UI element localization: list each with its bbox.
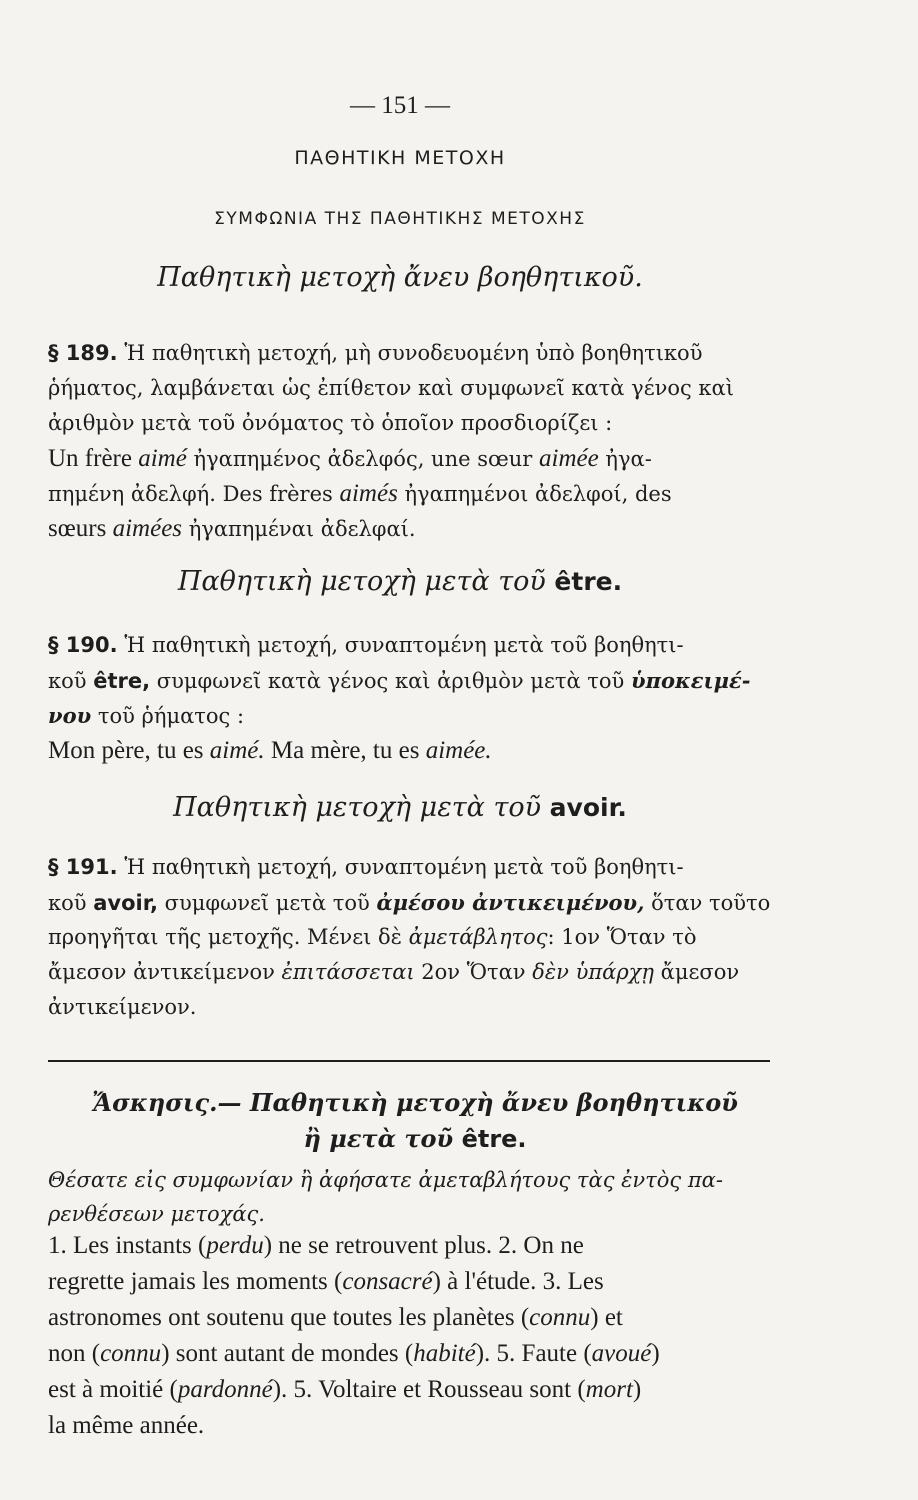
section-189-title: Παθητικὴ μετοχὴ ἄνευ βοηθητικοῦ.: [157, 262, 643, 293]
section-190-title: Παθητικὴ μετοχὴ μετὰ τοῦ être.: [177, 566, 623, 597]
section-191-title: Παθητικὴ μετοχὴ μετὰ τοῦ avoir.: [173, 792, 627, 823]
text-line: ἀριθμὸν μετὰ τοῦ ὀνόματος τὸ ὁποῖον προσδιορίζει :: [48, 411, 613, 435]
section-divider: [48, 1060, 770, 1062]
text-line: ἄμεσον ἀντικείμενον ἐπιτάσσεται 2ον Ὅταν δὲν ὑπάρχῃ ἄμεσον: [48, 960, 740, 984]
text-line: § 189. Ἡ παθητικὴ μετοχή, μὴ συνοδευομένη ὑπὸ βοηθητικοῦ: [48, 341, 703, 365]
text-line: § 190. Ἡ παθητικὴ μετοχή, συναπτομένη μετὰ τοῦ βοηθητι-: [48, 633, 684, 657]
example-line: Mon père, tu es aimé. Ma mère, tu es aimée.: [48, 737, 492, 764]
example-line: πημένη ἀδελφή. Des frères aimés ἠγαπημένοι ἀδελφοί, des: [48, 480, 672, 507]
text-line: ῥήματος, λαμβάνεται ὡς ἐπίθετον καὶ συμφωνεῖ κατὰ γένος καὶ: [48, 376, 734, 400]
exercise-line: est à moitié (pardonné). 5. Voltaire et Rousseau sont (mort): [48, 1376, 642, 1403]
exercise-line: regrette jamais les moments (consacré) à l'étude. 3. Les: [48, 1268, 604, 1295]
section-189-paragraph: [48, 336, 768, 546]
exercise-line: la même année.: [48, 1412, 205, 1439]
page-number: — 151 —: [350, 92, 450, 119]
paragraph-number: § 191.: [48, 855, 118, 879]
text-line: § 191. Ἡ παθητικὴ μετοχή, συναπτομένη μετὰ τοῦ βοηθητι-: [48, 855, 684, 879]
section-190-paragraph: [48, 628, 768, 768]
text-line: ἀντικείμενον.: [48, 995, 197, 1019]
paragraph-number: § 190.: [48, 633, 118, 657]
text-line: κοῦ être, συμφωνεῖ κατὰ γένος καὶ ἀριθμὸν μετὰ τοῦ ὑποκειμέ-: [48, 668, 751, 693]
text-line: προηγῆται τῆς μετοχῆς. Μένει δὲ ἀμετάβλητος: 1ον Ὅταν τὸ: [48, 925, 697, 949]
exercise-title-line-1: Ἄσκησις.— Παθητικὴ μετοχὴ ἄνευ βοηθητικοῦ: [92, 1088, 738, 1117]
exercise-instructions: Θέσατε εἰς συμφωνίαν ἢ ἀφήσατε ἀμεταβλήτους τὰς ἐντὸς πα- ρενθέσεων μετοχάς.: [48, 1168, 723, 1226]
example-line: sœurs aimées ἠγαπημέναι ἀδελφαί.: [48, 515, 416, 542]
example-line: Un frère aimé ἠγαπημένος ἀδελφός, une sœur aimée ἠγα-: [48, 445, 652, 472]
exercise-line: 1. Les instants (perdu) ne se retrouvent plus. 2. On ne: [48, 1232, 584, 1259]
exercise-title-line-2: ἢ μετὰ τοῦ être.: [303, 1124, 527, 1153]
text-line: νου τοῦ ῥήματος :: [48, 703, 245, 728]
text-line: κοῦ avoir, συμφωνεῖ μετὰ τοῦ ἀμέσου ἀντικειμένου, ὅταν τοῦτο: [48, 890, 771, 915]
exercise-line: non (connu) sont autant de mondes (habité). 5. Faute (avoué): [48, 1340, 660, 1367]
section-heading: ΣΥΜΦΩΝΙΑ ΤΗΣ ΠΑΘΗΤΙΚΗΣ ΜΕΤΟΧΗΣ: [214, 209, 586, 229]
chapter-heading: ΠΑΘΗΤΙΚΗ ΜΕΤΟΧΗ: [294, 147, 506, 169]
section-191-paragraph: [48, 850, 771, 1025]
exercise-line: astronomes ont soutenu que toutes les planètes (connu) et: [48, 1304, 623, 1331]
paragraph-number: § 189.: [48, 341, 118, 365]
exercise-sentences: [48, 1228, 778, 1444]
